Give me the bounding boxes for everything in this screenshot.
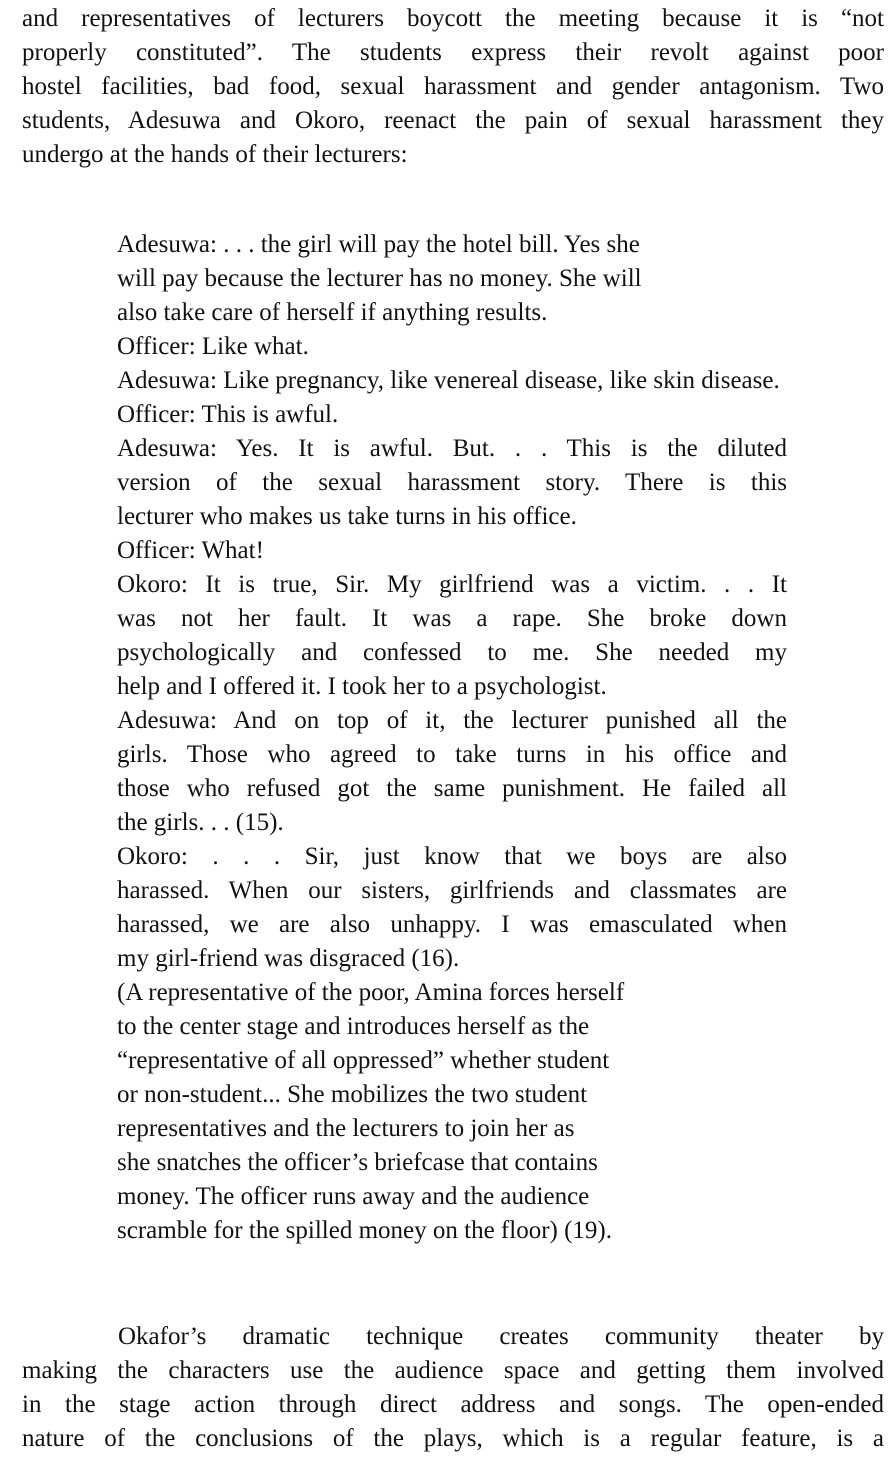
text-line: Okafor’s dramatic technique creates community theater by [118, 1323, 884, 1350]
text-line: hostel facilities, bad food, sexual harassment and gender antagonism. Two [22, 73, 884, 100]
dialogue-line: Okoro: It is true, Sir. My girlfriend was a victim. . . It [117, 571, 787, 598]
dialogue-line: Officer: What! [117, 537, 264, 564]
dialogue-line: Adesuwa: . . . the girl will pay the hotel bill. Yes she [117, 231, 640, 258]
stage-direction-line: she snatches the officer’s briefcase that contains [117, 1149, 598, 1176]
dialogue-line: the girls. . . (15). [117, 809, 284, 836]
text-line: and representatives of lecturers boycott the meeting because it is “not [22, 5, 884, 32]
text-line: undergo at the hands of their lecturers: [22, 141, 408, 168]
dialogue-line: Okoro: . . . Sir, just know that we boys are also [117, 843, 787, 870]
text-line: making the characters use the audience space and getting them involved [22, 1357, 884, 1384]
dialogue-line: also take care of herself if anything results. [117, 299, 548, 326]
dialogue-line: Officer: This is awful. [117, 401, 339, 428]
dialogue-line: Officer: Like what. [117, 333, 309, 360]
text-line: properly constituted”. The students express their revolt against poor [22, 39, 884, 66]
stage-direction-line: to the center stage and introduces herself as the [117, 1013, 590, 1040]
stage-direction-line: money. The officer runs away and the audience [117, 1183, 590, 1210]
stage-direction-line: (A representative of the poor, Amina forces herself [117, 979, 625, 1006]
dialogue-line: was not her fault. It was a rape. She broke down [117, 605, 787, 632]
dialogue-line: lecturer who makes us take turns in his office. [117, 503, 577, 530]
dialogue-line: Adesuwa: Like pregnancy, like venereal disease, like skin disease. [117, 367, 780, 394]
dialogue-line: harassed, we are also unhappy. I was emasculated when [117, 911, 787, 938]
stage-direction-line: representatives and the lecturers to join her as [117, 1115, 575, 1142]
dialogue-line: help and I offered it. I took her to a psychologist. [117, 673, 607, 700]
text-line: nature of the conclusions of the plays, which is a regular feature, is a [22, 1425, 884, 1452]
text-line: students, Adesuwa and Okoro, reenact the pain of sexual harassment they [22, 107, 884, 134]
dialogue-line: harassed. When our sisters, girlfriends and classmates are [117, 877, 787, 904]
dialogue-line: psychologically and confessed to me. She needed my [117, 639, 787, 666]
dialogue-line: will pay because the lecturer has no money. She will [117, 265, 642, 292]
stage-direction-line: scramble for the spilled money on the floor) (19). [117, 1217, 612, 1244]
dialogue-line: Adesuwa: Yes. It is awful. But. . . This is the diluted [117, 435, 787, 462]
dialogue-line: those who refused got the same punishment. He failed all [117, 775, 787, 802]
text-line: in the stage action through direct address and songs. The open-ended [22, 1391, 884, 1418]
dialogue-line: girls. Those who agreed to take turns in his office and [117, 741, 787, 768]
dialogue-line: version of the sexual harassment story. There is this [117, 469, 787, 496]
stage-direction-line: “representative of all oppressed” whether student [117, 1047, 610, 1074]
dialogue-line: my girl-friend was disgraced (16). [117, 945, 460, 972]
dialogue-line: Adesuwa: And on top of it, the lecturer punished all the [117, 707, 787, 734]
stage-direction-line: or non-student... She mobilizes the two student [117, 1081, 588, 1108]
